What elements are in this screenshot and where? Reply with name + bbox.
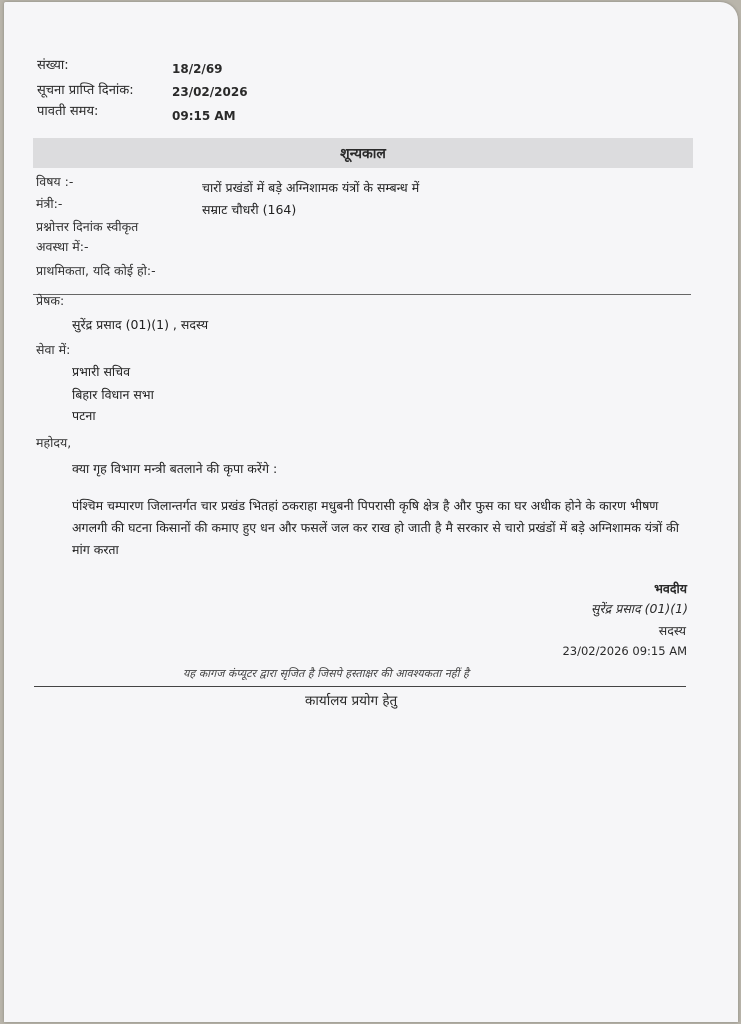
- office-use-label: कार्यालय प्रयोग हेतु: [305, 693, 398, 709]
- section-title: शून्यकाल: [340, 146, 386, 162]
- computer-generated-notice: यह कागज कंप्यूटर द्वारा सृजित है जिसपे हस्ताक्षर की आवश्यकता नहीं है: [183, 667, 469, 680]
- divider: [33, 294, 691, 295]
- signatory-designation: सदस्य: [658, 623, 686, 638]
- recipient-line-3: पटना: [72, 408, 96, 423]
- recipient-line-2: बिहार विधान सभा: [72, 387, 154, 402]
- accepted-date-label-cont: अवस्था में:-: [36, 239, 89, 254]
- subject-label: विषय :-: [36, 174, 74, 189]
- number-label: संख्या:: [37, 58, 69, 73]
- receipt-time-label: पावती समय:: [37, 104, 99, 119]
- number-value: 18/2/69: [172, 62, 223, 76]
- minister-value: सम्राट चौधरी (164): [202, 202, 297, 217]
- closing: भवदीय: [654, 581, 687, 596]
- recipient-label: सेवा में:: [36, 342, 71, 357]
- question-line: क्या गृह विभाग मन्त्री बतलाने की कृपा करेंगे :: [72, 461, 278, 476]
- letter-body-paragraph: पंश्चिम चम्पारण जिलान्तर्गत चार प्रखंड भितहां ठकराहा मधुबनी पिपरासी कृषि क्षेत्र है और फुस का घर अधीक होने के कारण भीषण अगलगी की घटना किसानों की कमाए हुए धन और फसलें जल कर राख हो जाती है मै सरकार से चारो प्रखंडों में बड़े अग्निशामक यंत्रों की मांग करता: [72, 498, 679, 557]
- recipient-line-1: प्रभारी सचिव: [72, 364, 131, 379]
- sender-label: प्रेषक:: [36, 293, 65, 308]
- minister-label: मंत्री:-: [36, 196, 63, 211]
- sender-name: सुरेंद्र प्रसाद (01)(1) , सदस्य: [72, 317, 209, 332]
- subject-value: चारों प्रखंडों में बड़े अग्निशामक यंत्रों के सम्बन्ध में: [202, 180, 420, 195]
- signatory-name: सुरेंद्र प्रसाद (01)(1): [591, 601, 688, 616]
- received-date-value: 23/02/2026: [172, 85, 248, 99]
- section-header-bar: [33, 138, 693, 168]
- receipt-time-value: 09:15 AM: [172, 109, 236, 123]
- footer-divider: [34, 686, 686, 687]
- signature-timestamp: 23/02/2026 09:15 AM: [562, 644, 687, 658]
- accepted-date-label: प्रश्नोत्तर दिनांक स्वीकृत: [36, 219, 139, 234]
- received-date-label: सूचना प्राप्ति दिनांक:: [37, 83, 134, 98]
- priority-label: प्राथमिकता, यदि कोई हो:-: [36, 263, 156, 278]
- salutation: महोदय,: [36, 435, 72, 450]
